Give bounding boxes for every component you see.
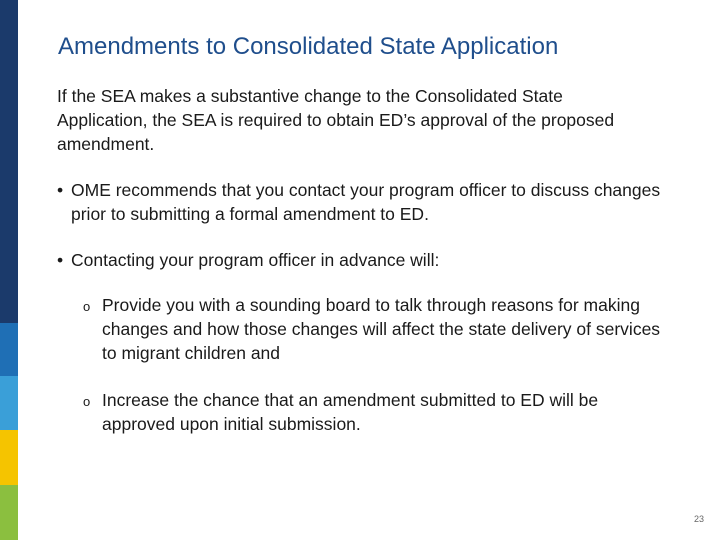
side-bar-light-blue-segment [0,376,18,430]
sub-bullet-item [83,293,662,365]
bullet-marker: • [57,180,64,200]
sub-bullet-text: Increase the chance that an amendment submitted to ED will be approved upon initial submission. [102,390,599,434]
side-bar-green-segment [0,485,18,540]
sub-bullet-marker: o [83,299,91,314]
bullet-text: Contacting your program officer in advance will: [71,250,440,270]
sub-bullet-text: Provide you with a sounding board to talk through reasons for making changes and how those changes will affect the state delivery of services to migrant children and [102,295,661,363]
side-bar-blue-segment [0,323,18,376]
bullet-item [57,178,691,226]
side-bar-yellow-segment [0,430,18,485]
side-bar-navy-segment [0,0,18,323]
page-number: 23 [693,514,704,524]
slide-title: Amendments to Consolidated State Application [58,33,559,60]
bullet-item [57,248,691,272]
decorative-side-bar [0,0,18,540]
sub-bullet-marker: o [83,394,91,409]
bullet-marker: • [57,250,64,270]
bullet-text: OME recommends that you contact your program officer to discuss changes prior to submitting a formal amendment to ED. [71,180,661,224]
sub-bullet-item [83,388,662,436]
intro-paragraph: If the SEA makes a substantive change to the Consolidated State Application, the SEA is required to obtain ED’s approval of the proposed amendment. [57,86,615,154]
